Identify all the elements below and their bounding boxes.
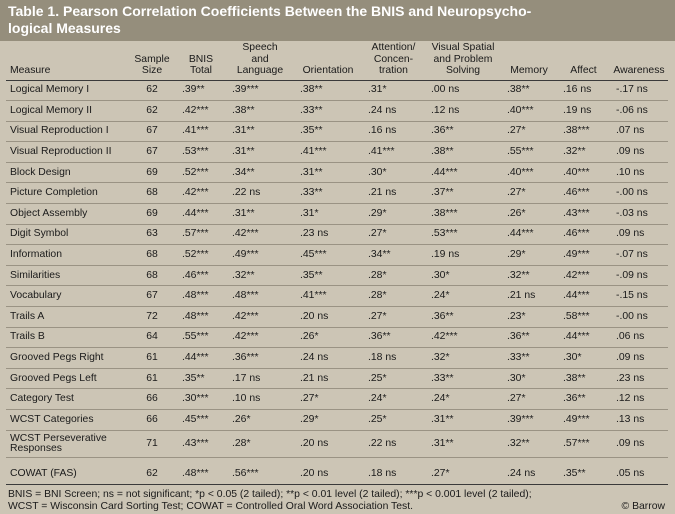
sample-size-cell: 69 (146, 166, 158, 178)
column-header-attention: Attention/ Concen- tration (362, 41, 425, 80)
sample-size-cell: 64 (146, 331, 158, 343)
coefficient-cell-awareness: .23 ns (616, 372, 645, 384)
coefficient-cell-attention: .41*** (368, 146, 395, 158)
coefficient-cell-attention: .25* (368, 372, 387, 384)
table-row (6, 245, 668, 266)
coefficient-cell-visual-spatial: .30* (431, 269, 450, 281)
coefficient-cell-attention: .29* (368, 207, 387, 219)
measure-cell: Trails B (10, 331, 45, 343)
coefficient-cell-bnis-total: .46*** (182, 269, 209, 281)
coefficient-cell-speech-language: .17 ns (232, 372, 261, 384)
coefficient-cell-affect: .57*** (563, 437, 590, 449)
coefficient-cell-attention: .25* (368, 413, 387, 425)
coefficient-cell-visual-spatial: .37** (431, 187, 454, 199)
coefficient-cell-visual-spatial: .31** (431, 437, 454, 449)
coefficient-cell-memory: .40*** (507, 166, 534, 178)
coefficient-cell-orientation: .24 ns (300, 352, 329, 364)
coefficient-cell-affect: .43*** (563, 207, 590, 219)
coefficient-cell-memory: .26* (507, 207, 526, 219)
sample-size-cell: 72 (146, 310, 158, 322)
measure-cell: Digit Symbol (10, 228, 69, 240)
table-row (6, 121, 668, 142)
coefficient-cell-attention: .24* (368, 393, 387, 405)
coefficient-cell-speech-language: .56*** (232, 467, 259, 479)
table-row (6, 389, 668, 410)
coefficient-cell-visual-spatial: .44*** (431, 166, 458, 178)
coefficient-cell-bnis-total: .52*** (182, 249, 209, 261)
column-header-orientation: Orientation (294, 41, 362, 80)
coefficient-cell-memory: .38** (507, 84, 530, 96)
coefficient-cell-affect: .40*** (563, 166, 590, 178)
measure-cell: Vocabulary (10, 290, 62, 302)
coefficient-cell-awareness: -.00 ns (616, 187, 648, 199)
table-title-bar (0, 0, 675, 41)
measure-cell: Information (10, 249, 62, 261)
coefficient-cell-speech-language: .49*** (232, 249, 259, 261)
coefficient-cell-visual-spatial: .53*** (431, 228, 458, 240)
coefficient-cell-affect: .38** (563, 372, 586, 384)
coefficient-cell-memory: .30* (507, 372, 526, 384)
sample-size-cell: 66 (146, 393, 158, 405)
measure-cell: Category Test (10, 393, 74, 405)
coefficient-cell-speech-language: .26* (232, 413, 251, 425)
measure-cell: Grooved Pegs Right (10, 352, 104, 364)
column-header-speech-language: Speech and Language (226, 41, 294, 80)
coefficient-cell-bnis-total: .48*** (182, 310, 209, 322)
coefficient-cell-bnis-total: .41*** (182, 125, 209, 137)
coefficient-cell-bnis-total: .57*** (182, 228, 209, 240)
coefficient-cell-awareness: .09 ns (616, 437, 645, 449)
column-header-memory: Memory (501, 41, 557, 80)
table-row (6, 348, 668, 369)
sample-size-cell: 61 (146, 352, 158, 364)
coefficient-cell-affect: .32** (563, 146, 586, 158)
coefficient-cell-speech-language: .31** (232, 125, 255, 137)
coefficient-cell-bnis-total: .44*** (182, 352, 209, 364)
coefficient-cell-orientation: .31** (300, 166, 323, 178)
coefficient-cell-memory: .27* (507, 187, 526, 199)
footnote-line-1: BNIS = BNI Screen; ns = not significant; *p < 0.05 (2 tailed); **p < 0.01 level (2 tailed); ***p < 0.001 level (2 tailed); (8, 488, 532, 500)
coefficient-cell-awareness: -.07 ns (616, 249, 648, 261)
table-row (6, 80, 668, 101)
coefficient-cell-memory: .40*** (507, 104, 534, 116)
coefficient-cell-bnis-total: .48*** (182, 290, 209, 302)
coefficient-cell-attention: .24 ns (368, 104, 397, 116)
measure-cell: Trails A (10, 310, 45, 322)
coefficient-cell-orientation: .29* (300, 413, 319, 425)
sample-size-cell: 61 (146, 372, 158, 384)
coefficient-cell-bnis-total: .35** (182, 372, 205, 384)
measure-cell: Grooved Pegs Left (10, 372, 97, 384)
coefficient-cell-orientation: .20 ns (300, 310, 329, 322)
column-header-sample-size: Sample Size (128, 41, 176, 80)
coefficient-cell-awareness: .09 ns (616, 352, 645, 364)
coefficient-cell-visual-spatial: .00 ns (431, 84, 460, 96)
measure-cell: Object Assembly (10, 207, 88, 219)
coefficient-cell-attention: .34** (368, 249, 391, 261)
coefficient-cell-visual-spatial: .27* (431, 467, 450, 479)
coefficient-cell-awareness: .13 ns (616, 413, 645, 425)
coefficient-cell-memory: .32** (507, 437, 530, 449)
coefficient-cell-attention: .16 ns (368, 125, 397, 137)
coefficient-cell-awareness: .06 ns (616, 331, 645, 343)
coefficient-cell-bnis-total: .45*** (182, 413, 209, 425)
coefficient-cell-orientation: .33** (300, 104, 323, 116)
coefficient-cell-speech-language: .48*** (232, 290, 259, 302)
measure-cell: WCST Perseverative Responses (10, 432, 107, 454)
coefficient-cell-attention: .18 ns (368, 467, 397, 479)
sample-size-cell: 68 (146, 249, 158, 261)
table-header-row (6, 41, 668, 80)
coefficient-cell-visual-spatial: .32* (431, 352, 450, 364)
coefficient-cell-orientation: .41*** (300, 290, 327, 302)
coefficient-cell-attention: .27* (368, 228, 387, 240)
sample-size-cell: 62 (146, 104, 158, 116)
coefficient-cell-orientation: .35** (300, 269, 323, 281)
coefficient-cell-attention: .27* (368, 310, 387, 322)
coefficient-cell-memory: .23* (507, 310, 526, 322)
coefficient-cell-speech-language: .38** (232, 104, 255, 116)
correlation-table (6, 41, 668, 485)
coefficient-cell-speech-language: .42*** (232, 331, 259, 343)
measure-cell: Block Design (10, 166, 71, 178)
table-row (6, 286, 668, 307)
sample-size-cell: 63 (146, 228, 158, 240)
coefficient-cell-memory: .32** (507, 269, 530, 281)
measure-cell: COWAT (FAS) (10, 467, 77, 479)
coefficient-cell-affect: .49*** (563, 413, 590, 425)
coefficient-cell-speech-language: .42*** (232, 228, 259, 240)
footnote-line-2: WCST = Wisconsin Card Sorting Test; COWAT = Controlled Oral Word Association Test. (8, 501, 413, 513)
sample-size-cell: 67 (146, 146, 158, 158)
coefficient-cell-memory: .21 ns (507, 290, 536, 302)
coefficient-cell-awareness: .05 ns (616, 467, 645, 479)
coefficient-cell-affect: .44*** (563, 290, 590, 302)
coefficient-cell-awareness: .09 ns (616, 228, 645, 240)
coefficient-cell-bnis-total: .30*** (182, 393, 209, 405)
coefficient-cell-orientation: .31* (300, 207, 319, 219)
coefficient-cell-attention: .18 ns (368, 352, 397, 364)
sample-size-cell: 69 (146, 207, 158, 219)
coefficient-cell-affect: .46*** (563, 187, 590, 199)
column-header-visual-spatial: Visual Spatial and Problem Solving (425, 41, 501, 80)
coefficient-cell-memory: .24 ns (507, 467, 536, 479)
coefficient-cell-speech-language: .10 ns (232, 393, 261, 405)
table-row (6, 101, 668, 122)
coefficient-cell-memory: .33** (507, 352, 530, 364)
copyright-notice: © Barrow (621, 501, 665, 513)
coefficient-cell-affect: .58*** (563, 310, 590, 322)
coefficient-cell-memory: .55*** (507, 146, 534, 158)
coefficient-cell-affect: .46*** (563, 228, 590, 240)
coefficient-cell-orientation: .38** (300, 84, 323, 96)
sample-size-cell: 67 (146, 125, 158, 137)
coefficient-cell-orientation: .21 ns (300, 372, 329, 384)
measure-cell: Logical Memory I (10, 84, 90, 96)
coefficient-cell-awareness: -.00 ns (616, 310, 648, 322)
coefficient-cell-affect: .30* (563, 352, 582, 364)
table-footer (0, 485, 675, 514)
coefficient-cell-affect: .44*** (563, 331, 590, 343)
coefficient-cell-awareness: .12 ns (616, 393, 645, 405)
coefficient-cell-awareness: .07 ns (616, 125, 645, 137)
coefficient-cell-orientation: .20 ns (300, 437, 329, 449)
sample-size-cell: 68 (146, 269, 158, 281)
coefficient-cell-speech-language: .36*** (232, 352, 259, 364)
coefficient-cell-awareness: .09 ns (616, 146, 645, 158)
coefficient-cell-visual-spatial: .38*** (431, 207, 458, 219)
coefficient-cell-visual-spatial: .36** (431, 125, 454, 137)
coefficient-cell-bnis-total: .55*** (182, 331, 209, 343)
coefficient-cell-memory: .27* (507, 125, 526, 137)
column-header-measure: Measure (6, 41, 128, 80)
coefficient-cell-attention: .28* (368, 269, 387, 281)
coefficient-cell-visual-spatial: .31** (431, 413, 454, 425)
coefficient-cell-visual-spatial: .42*** (431, 331, 458, 343)
coefficient-cell-attention: .22 ns (368, 437, 397, 449)
table-row (6, 204, 668, 225)
measure-cell: Visual Reproduction II (10, 146, 112, 158)
sample-size-cell: 62 (146, 84, 158, 96)
coefficient-cell-visual-spatial: .19 ns (431, 249, 460, 261)
column-header-awareness: Awareness (610, 41, 668, 80)
coefficient-cell-orientation: .26* (300, 331, 319, 343)
coefficient-cell-visual-spatial: .33** (431, 372, 454, 384)
coefficient-cell-awareness: -.09 ns (616, 269, 648, 281)
table-body (6, 80, 668, 484)
coefficient-cell-bnis-total: .43*** (182, 437, 209, 449)
coefficient-cell-orientation: .23 ns (300, 228, 329, 240)
coefficient-cell-awareness: -.03 ns (616, 207, 648, 219)
sample-size-cell: 62 (146, 467, 158, 479)
measure-cell: Picture Completion (10, 187, 98, 199)
table-row (6, 430, 668, 457)
column-header-affect: Affect (557, 41, 610, 80)
coefficient-cell-bnis-total: .39** (182, 84, 205, 96)
coefficient-cell-memory: .39*** (507, 413, 534, 425)
coefficient-cell-bnis-total: .42*** (182, 104, 209, 116)
table-title: Table 1. Pearson Correlation Coefficients Between the BNIS and Neuropsycho- logical Measures (8, 3, 532, 36)
measure-cell: Visual Reproduction I (10, 125, 109, 137)
coefficient-cell-affect: .49*** (563, 249, 590, 261)
coefficient-cell-visual-spatial: .38** (431, 146, 454, 158)
table-row (6, 183, 668, 204)
measure-cell: Logical Memory II (10, 104, 92, 116)
sample-size-cell: 68 (146, 187, 158, 199)
coefficient-cell-memory: .44*** (507, 228, 534, 240)
coefficient-cell-bnis-total: .53*** (182, 146, 209, 158)
coefficient-cell-awareness: -.06 ns (616, 104, 648, 116)
coefficient-cell-attention: .31* (368, 84, 387, 96)
coefficient-cell-awareness: -.15 ns (616, 290, 648, 302)
coefficient-cell-speech-language: .22 ns (232, 187, 261, 199)
coefficient-cell-orientation: .41*** (300, 146, 327, 158)
coefficient-cell-affect: .16 ns (563, 84, 592, 96)
coefficient-cell-bnis-total: .52*** (182, 166, 209, 178)
table-row (6, 307, 668, 328)
table-row (6, 368, 668, 389)
coefficient-cell-visual-spatial: .12 ns (431, 104, 460, 116)
coefficient-cell-speech-language: .34** (232, 166, 255, 178)
coefficient-cell-orientation: .20 ns (300, 467, 329, 479)
table-row (6, 410, 668, 431)
coefficient-cell-attention: .36** (368, 331, 391, 343)
measure-cell: Similarities (10, 269, 61, 281)
coefficient-cell-orientation: .33** (300, 187, 323, 199)
table-row (6, 224, 668, 245)
coefficient-cell-orientation: .27* (300, 393, 319, 405)
coefficient-cell-speech-language: .28* (232, 437, 251, 449)
coefficient-cell-speech-language: .42*** (232, 310, 259, 322)
coefficient-cell-affect: .36** (563, 393, 586, 405)
coefficient-cell-speech-language: .32** (232, 269, 255, 281)
coefficient-cell-visual-spatial: .24* (431, 393, 450, 405)
coefficient-cell-visual-spatial: .36** (431, 310, 454, 322)
coefficient-cell-awareness: -.17 ns (616, 84, 648, 96)
coefficient-cell-bnis-total: .44*** (182, 207, 209, 219)
sample-size-cell: 71 (146, 437, 158, 449)
sample-size-cell: 66 (146, 413, 158, 425)
coefficient-cell-bnis-total: .42*** (182, 187, 209, 199)
table-row (6, 162, 668, 183)
table-row (6, 464, 668, 485)
table-row (6, 327, 668, 348)
coefficient-cell-awareness: .10 ns (616, 166, 645, 178)
coefficient-cell-attention: .30* (368, 166, 387, 178)
coefficient-cell-memory: .27* (507, 393, 526, 405)
coefficient-cell-memory: .29* (507, 249, 526, 261)
coefficient-cell-visual-spatial: .24* (431, 290, 450, 302)
table-row (6, 142, 668, 163)
coefficient-cell-attention: .28* (368, 290, 387, 302)
measure-cell: WCST Categories (10, 413, 94, 425)
coefficient-cell-speech-language: .31** (232, 207, 255, 219)
coefficient-cell-attention: .21 ns (368, 187, 397, 199)
coefficient-cell-affect: .35** (563, 467, 586, 479)
coefficient-cell-speech-language: .31** (232, 146, 255, 158)
coefficient-cell-speech-language: .39*** (232, 84, 259, 96)
coefficient-cell-affect: .42*** (563, 269, 590, 281)
table-row (6, 265, 668, 286)
coefficient-cell-bnis-total: .48*** (182, 467, 209, 479)
coefficient-cell-memory: .36** (507, 331, 530, 343)
coefficient-cell-affect: .38*** (563, 125, 590, 137)
column-header-bnis-total: BNIS Total (176, 41, 226, 80)
coefficient-cell-affect: .19 ns (563, 104, 592, 116)
coefficient-cell-orientation: .35** (300, 125, 323, 137)
sample-size-cell: 67 (146, 290, 158, 302)
coefficient-cell-orientation: .45*** (300, 249, 327, 261)
